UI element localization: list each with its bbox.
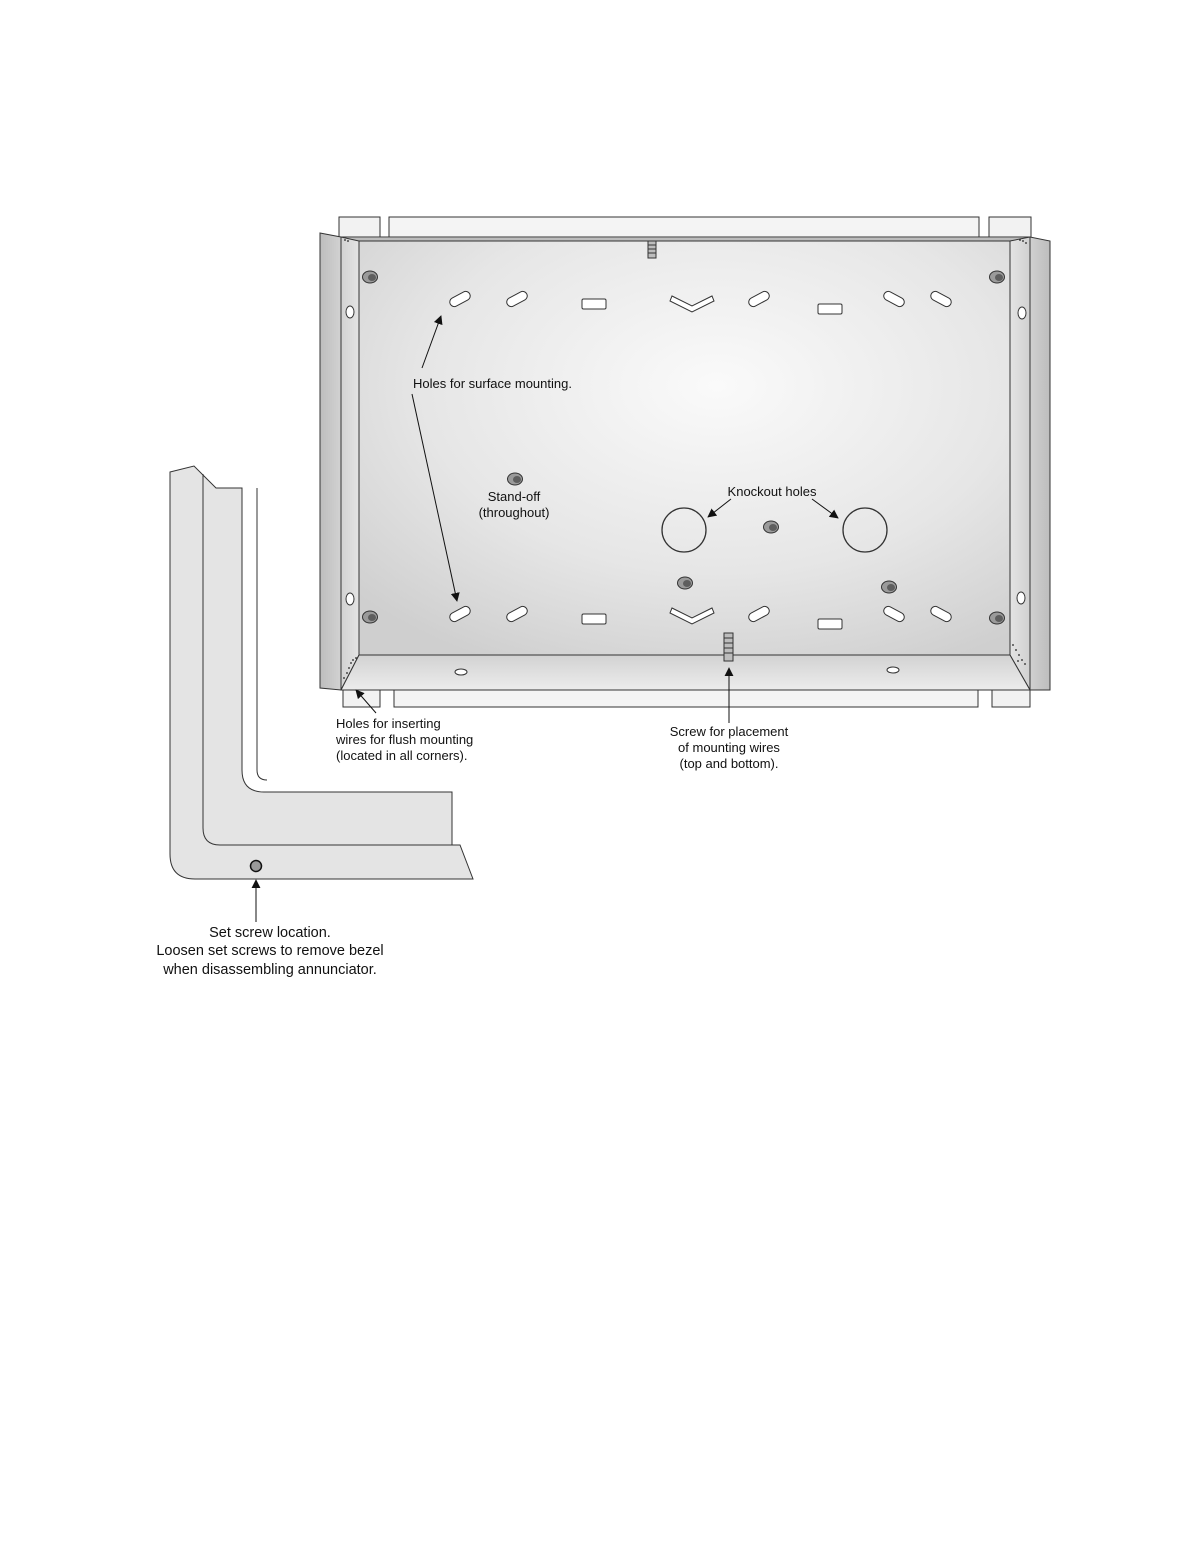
standoff xyxy=(764,521,779,533)
top-flange-right xyxy=(989,217,1031,237)
standoff xyxy=(990,612,1005,624)
label-screw-placement-1: Screw for placement xyxy=(669,724,789,739)
top-flange-left xyxy=(339,217,380,237)
standoff xyxy=(678,577,693,589)
label-set-screw-1: Set screw location. xyxy=(209,925,331,941)
set-screw xyxy=(251,861,262,872)
label-knockout-holes: Knockout holes xyxy=(727,484,817,499)
label-set-screw-3: when disassembling annunciator. xyxy=(163,962,377,978)
top-mounting-screw xyxy=(648,241,656,258)
label-surface-mounting: Holes for surface mounting. xyxy=(413,376,572,391)
floor-hole xyxy=(887,667,899,673)
label-flush-mounting-1: Holes for inserting xyxy=(336,716,441,731)
side-hole xyxy=(1018,307,1026,319)
label-screw-placement-3: (top and bottom). xyxy=(679,756,779,771)
side-hole xyxy=(346,593,354,605)
left-side-wall xyxy=(320,233,359,690)
label-set-screw-2: Loosen set screws to remove bezel xyxy=(156,943,384,959)
bottom-flange-left xyxy=(343,690,380,707)
bottom-mounting-screw xyxy=(724,633,733,661)
label-screw-placement-2: of mounting wires xyxy=(678,740,780,755)
standoff xyxy=(363,611,378,623)
standoff xyxy=(990,271,1005,283)
floor-hole xyxy=(455,669,467,675)
top-flange-main xyxy=(389,217,979,237)
side-hole xyxy=(346,306,354,318)
bottom-flange-main xyxy=(394,690,978,707)
label-standoff-2: (throughout) xyxy=(478,505,550,520)
backbox xyxy=(320,217,1050,707)
bottom-floor xyxy=(341,655,1030,690)
label-flush-mounting-2: wires for flush mounting xyxy=(336,732,474,747)
standoff xyxy=(508,473,523,485)
standoff xyxy=(882,581,897,593)
label-standoff-1: Stand-off xyxy=(487,489,541,504)
bottom-flange-right xyxy=(992,690,1030,707)
side-hole xyxy=(1017,592,1025,604)
label-flush-mounting-3: (located in all corners). xyxy=(336,748,468,763)
standoff xyxy=(363,271,378,283)
